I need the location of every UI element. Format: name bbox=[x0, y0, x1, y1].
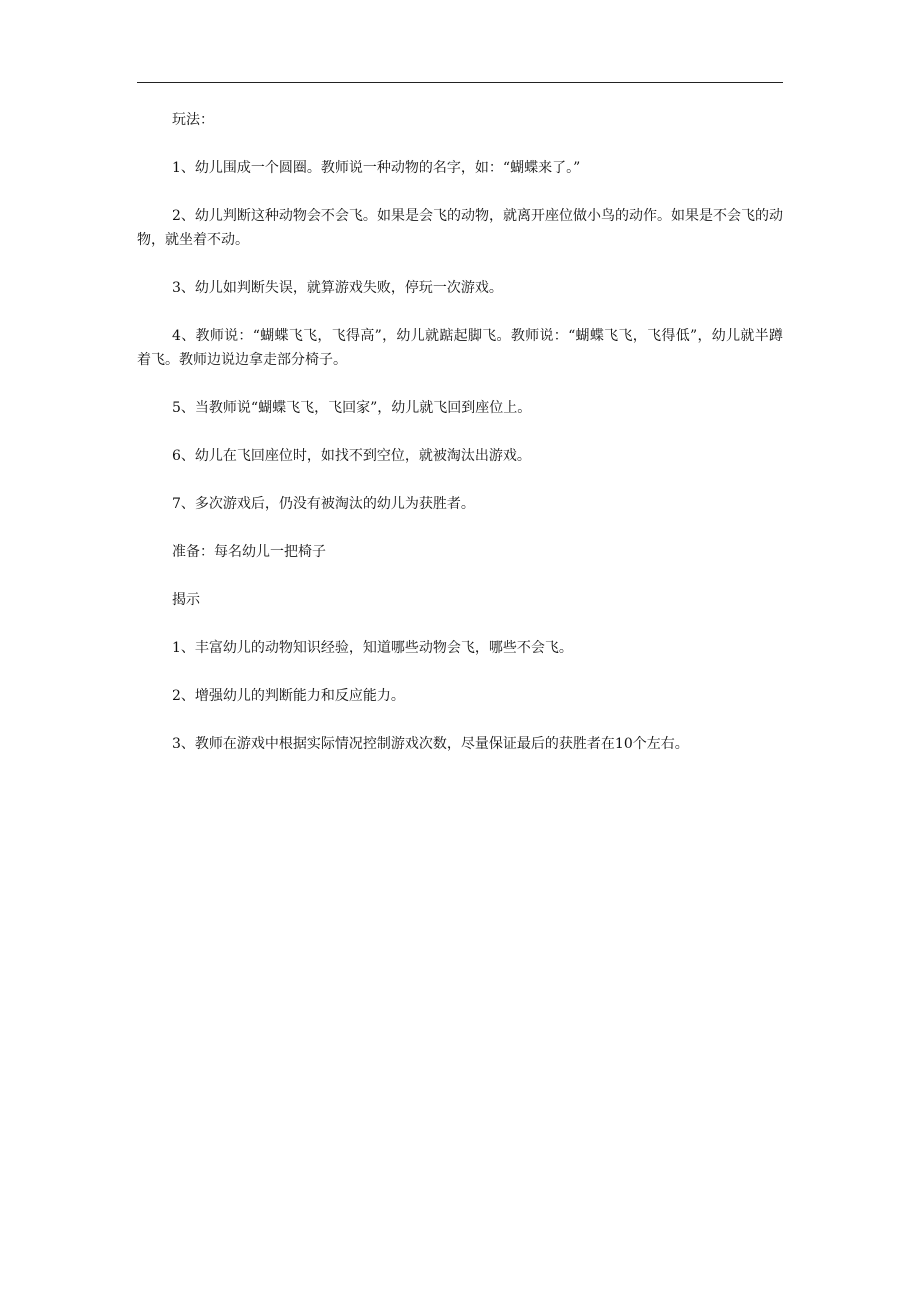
paragraph-rule-7: 7、多次游戏后，仍没有被淘汰的幼儿为获胜者。 bbox=[172, 496, 475, 512]
header-rule bbox=[137, 82, 783, 83]
paragraph-preparation: 准备：每名幼儿一把椅子 bbox=[172, 544, 326, 560]
paragraph-rule-3: 3、幼儿如判断失误，就算游戏失败，停玩一次游戏。 bbox=[172, 280, 503, 296]
paragraph-reveal-2: 2、增强幼儿的判断能力和反应能力。 bbox=[172, 688, 405, 704]
paragraph-reveal-heading: 揭示 bbox=[172, 592, 200, 608]
paragraph-rule-2: 2、幼儿判断这种动物会不会飞。如果是会飞的动物，就离开座位做小鸟的动作。如果是不会飞的动物，就坐着不动。 bbox=[137, 208, 783, 248]
paragraph-rule-1: 1、幼儿围成一个圆圈。教师说一种动物的名字，如：“蝴蝶来了。” bbox=[172, 160, 581, 176]
document-body bbox=[137, 108, 783, 756]
paragraph-play-heading: 玩法： bbox=[172, 112, 214, 128]
paragraph-reveal-1: 1、丰富幼儿的动物知识经验，知道哪些动物会飞，哪些不会飞。 bbox=[172, 640, 573, 656]
paragraph-rule-6: 6、幼儿在飞回座位时，如找不到空位，就被淘汰出游戏。 bbox=[172, 448, 531, 464]
paragraph-rule-5: 5、当教师说“蝴蝶飞飞，飞回家”，幼儿就飞回到座位上。 bbox=[172, 400, 532, 416]
paragraph-reveal-3: 3、教师在游戏中根据实际情况控制游戏次数，尽量保证最后的获胜者在10个左右。 bbox=[172, 736, 689, 752]
paragraph-rule-4: 4、教师说：“蝴蝶飞飞，飞得高”，幼儿就踮起脚飞。教师说：“蝴蝶飞飞，飞得低”，幼儿就半蹲着飞。教师边说边拿走部分椅子。 bbox=[137, 328, 783, 368]
